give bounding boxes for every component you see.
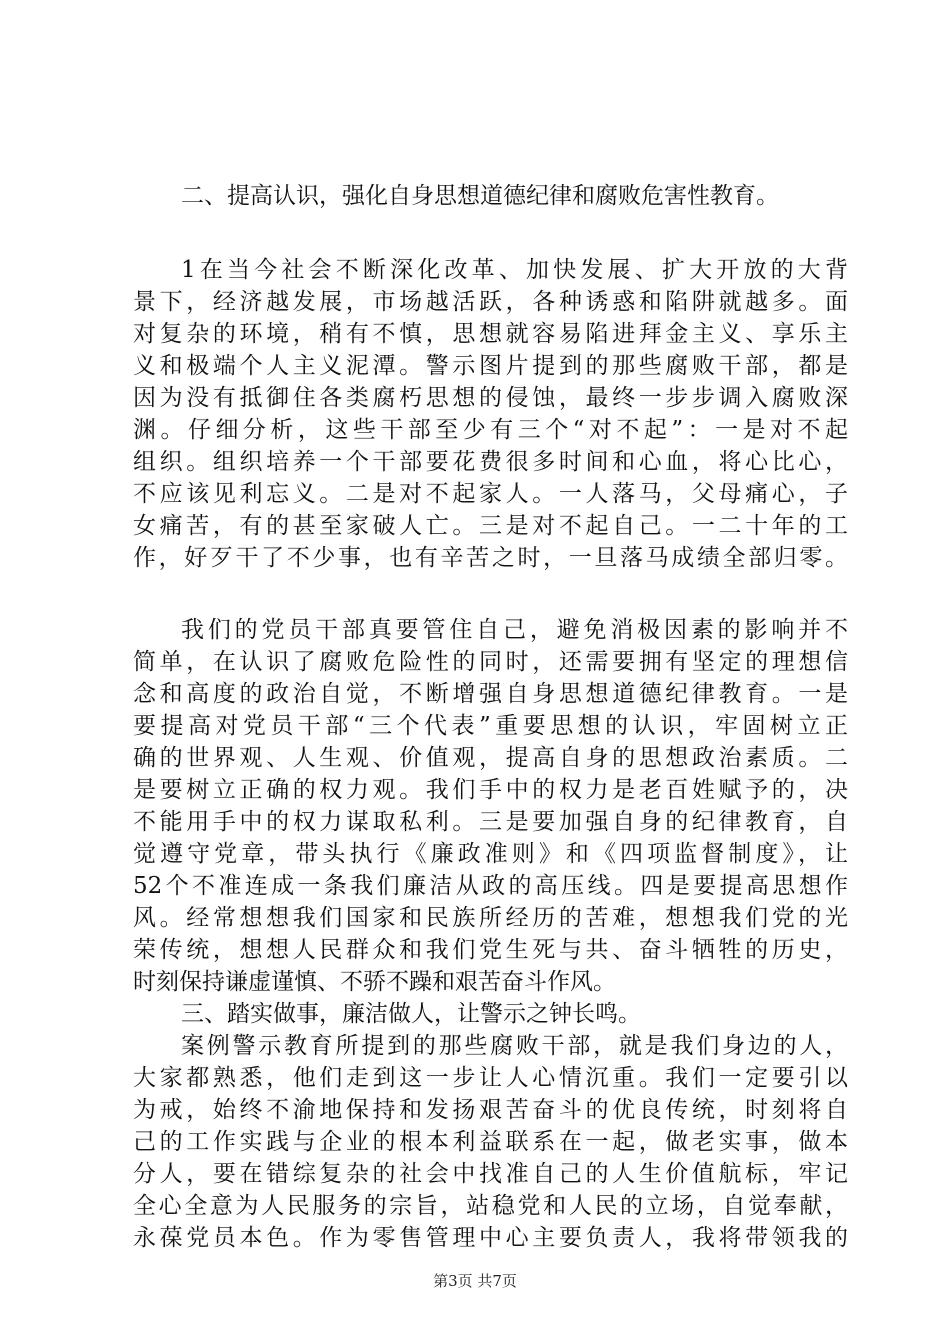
paragraph-line: 对复杂的环境，稍有不慎，思想就容易陷进拜金主义、享乐主 — [133, 321, 848, 347]
paragraph-line: 渊。仔细分析，这些干部至少有三个“对不起”：一是对不起 — [133, 417, 848, 443]
section-heading-3: 三、踏实做事，廉洁做人，让警示之钟长鸣。 — [181, 1001, 641, 1027]
paragraph-line: 案例警示教育所提到的那些腐败干部，就是我们身边的人， — [181, 1033, 848, 1059]
paragraph-line: 己的工作实践与企业的根本利益联系在一起，做老实事，做本 — [133, 1129, 848, 1155]
paragraph-line: 不能用手中的权力谋取私利。三是要加强自身的纪律教育，自 — [133, 809, 848, 835]
paragraph-line: 因为没有抵御住各类腐朽思想的侵蚀，最终一步步调入腐败深 — [133, 385, 848, 411]
paragraph-line: 1在当今社会不断深化改革、加快发展、扩大开放的大背 — [181, 257, 848, 283]
paragraph-line: 简单，在认识了腐败危险性的同时，还需要拥有坚定的理想信 — [133, 649, 848, 675]
paragraph-line: 时刻保持谦虚谨慎、不骄不躁和艰苦奋斗作风。 — [133, 969, 616, 995]
paragraph-line: 52个不准连成一条我们廉洁从政的高压线。四是要提高思想作 — [133, 873, 848, 899]
paragraph-line: 念和高度的政治自觉，不断增强自身思想道德纪律教育。一是 — [133, 681, 848, 707]
paragraph-line: 不应该见利忘义。二是对不起家人。一人落马，父母痛心，子 — [133, 481, 848, 507]
paragraph-line: 觉遵守党章，带头执行《廉政准则》和《四项监督制度》，让 — [133, 841, 848, 867]
paragraph-line: 我们的党员干部真要管住自己，避免消极因素的影响并不 — [181, 617, 848, 643]
paragraph-line: 风。经常想想我们国家和民族所经历的苦难，想想我们党的光 — [133, 905, 848, 931]
paragraph-line: 女痛苦，有的甚至家破人亡。三是对不起自己。一二十年的工 — [133, 513, 848, 539]
paragraph-line: 为戒，始终不渝地保持和发扬艰苦奋斗的优良传统，时刻将自 — [133, 1097, 848, 1123]
page-number-footer: 第3页 共7页 — [433, 1272, 517, 1290]
paragraph-line: 义和极端个人主义泥潭。警示图片提到的那些腐败干部，都是 — [133, 353, 848, 379]
paragraph-line: 确的世界观、人生观、价值观，提高自身的思想政治素质。二 — [133, 745, 848, 771]
paragraph-line: 永葆党员本色。作为零售管理中心主要负责人，我将带领我的 — [133, 1225, 848, 1251]
paragraph-line: 作，好歹干了不少事，也有辛苦之时，一旦落马成绩全部归零。 — [133, 545, 848, 571]
paragraph-line: 组织。组织培养一个干部要花费很多时间和心血，将心比心， — [133, 449, 848, 475]
paragraph-line: 分人，要在错综复杂的社会中找准自己的人生价值航标，牢记 — [133, 1161, 848, 1187]
paragraph-line: 全心全意为人民服务的宗旨，站稳党和人民的立场，自觉奉献， — [133, 1193, 848, 1219]
paragraph-line: 景下，经济越发展，市场越活跃，各种诱惑和陷阱就越多。面 — [133, 289, 848, 315]
paragraph-line: 要提高对党员干部“三个代表”重要思想的认识，牢固树立正 — [133, 713, 848, 739]
paragraph-line: 是要树立正确的权力观。我们手中的权力是老百姓赋予的，决 — [133, 777, 848, 803]
paragraph-line: 荣传统，想想人民群众和我们党生死与共、奋斗牺牲的历史， — [133, 937, 848, 963]
paragraph-line: 大家都熟悉，他们走到这一步让人心情沉重。我们一定要引以 — [133, 1065, 848, 1091]
section-heading-2: 二、提高认识，强化自身思想道德纪律和腐败危害性教育。 — [181, 183, 779, 209]
